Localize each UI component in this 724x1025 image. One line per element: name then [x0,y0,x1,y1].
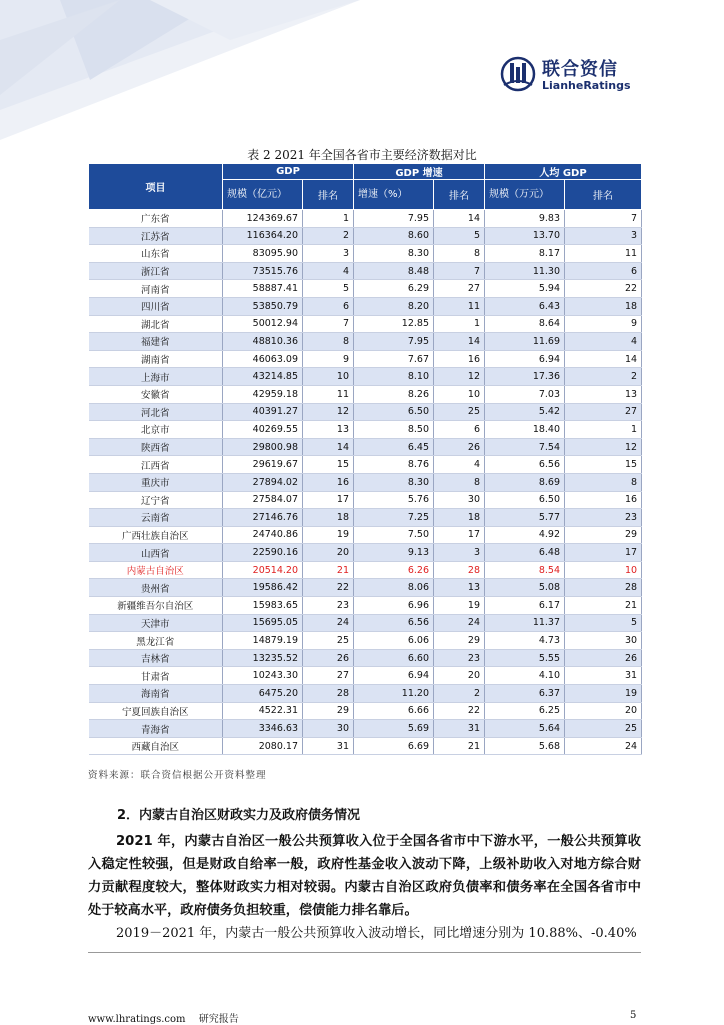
cell-growth: 12.85 [354,315,434,333]
cell-gdp-rank: 25 [303,632,354,650]
cell-gdp: 48810.36 [223,333,303,351]
cell-gdp: 2080.17 [223,737,303,755]
cell-growth: 8.20 [354,297,434,315]
cell-province: 海南省 [89,685,223,703]
header-growth-rank: 排名 [434,180,485,210]
logo-mark-icon [500,55,536,93]
cell-per-capita-rank: 25 [565,720,642,738]
cell-per-capita-rank: 20 [565,702,642,720]
table-row [89,385,642,403]
cell-gdp: 4522.31 [223,702,303,720]
cell-per-capita: 11.37 [485,614,565,632]
cell-per-capita: 4.10 [485,667,565,685]
cell-province: 河北省 [89,403,223,421]
cell-province: 福建省 [89,333,223,351]
corner-decoration [0,0,360,140]
cell-growth: 7.25 [354,509,434,527]
table-row [89,245,642,263]
cell-gdp: 29800.98 [223,438,303,456]
cell-per-capita-rank: 14 [565,350,642,368]
cell-gdp-rank: 1 [303,210,354,228]
cell-per-capita-rank: 30 [565,632,642,650]
table-row [89,685,642,703]
cell-per-capita: 5.08 [485,579,565,597]
table-row [89,210,642,228]
cell-per-capita: 5.77 [485,509,565,527]
cell-growth: 8.30 [354,245,434,263]
table-row [89,315,642,333]
cell-province: 重庆市 [89,473,223,491]
cell-per-capita-rank: 24 [565,737,642,755]
cell-gdp: 40269.55 [223,421,303,439]
cell-growth: 8.10 [354,368,434,386]
header-gdp-scale: 规模（亿元） [223,180,303,210]
cell-gdp-rank: 28 [303,685,354,703]
cell-gdp-rank: 18 [303,509,354,527]
cell-per-capita-rank: 21 [565,597,642,615]
cell-per-capita-rank: 31 [565,667,642,685]
table-row [89,526,642,544]
cell-per-capita-rank: 18 [565,297,642,315]
cell-gdp-rank: 5 [303,280,354,298]
cell-province: 河南省 [89,280,223,298]
cell-growth-rank: 19 [434,597,485,615]
page-number: 5 [630,1010,637,1021]
table-row [89,473,642,491]
cell-per-capita: 8.54 [485,561,565,579]
cell-growth-rank: 6 [434,421,485,439]
header-gdp-rank: 排名 [303,180,354,210]
cell-per-capita-rank: 17 [565,544,642,562]
cell-growth: 7.50 [354,526,434,544]
cell-per-capita: 6.48 [485,544,565,562]
header-pc-scale: 规模（万元） [485,180,565,210]
cell-gdp: 40391.27 [223,403,303,421]
cell-gdp: 27584.07 [223,491,303,509]
cell-growth-rank: 27 [434,280,485,298]
cell-gdp: 27894.02 [223,473,303,491]
cell-growth: 6.69 [354,737,434,755]
header-item: 项目 [89,164,223,210]
cell-gdp: 116364.20 [223,227,303,245]
cell-province: 山东省 [89,245,223,263]
cell-per-capita: 8.69 [485,473,565,491]
cell-per-capita: 6.17 [485,597,565,615]
table-row [89,509,642,527]
cell-gdp-rank: 21 [303,561,354,579]
cell-gdp: 50012.94 [223,315,303,333]
cell-province: 天津市 [89,614,223,632]
cell-per-capita-rank: 12 [565,438,642,456]
cell-growth: 8.48 [354,262,434,280]
cell-per-capita-rank: 2 [565,368,642,386]
cell-province: 黑龙江省 [89,632,223,650]
cell-gdp-rank: 3 [303,245,354,263]
cell-per-capita-rank: 16 [565,491,642,509]
body-paragraph: 2019－2021 年，内蒙古一般公共预算收入波动增长，同比增速分别为 10.88%、-0.40% [116,926,637,941]
cell-per-capita: 8.64 [485,315,565,333]
table-row [89,350,642,368]
cell-per-capita-rank: 28 [565,579,642,597]
cell-province: 吉林省 [89,649,223,667]
cell-growth-rank: 2 [434,685,485,703]
cell-growth-rank: 12 [434,368,485,386]
table-row [89,632,642,650]
cell-growth: 6.45 [354,438,434,456]
cell-growth-rank: 25 [434,403,485,421]
cell-gdp-rank: 14 [303,438,354,456]
table-row [89,579,642,597]
cell-province: 北京市 [89,421,223,439]
cell-per-capita-rank: 15 [565,456,642,474]
cell-gdp: 43214.85 [223,368,303,386]
cell-per-capita: 8.17 [485,245,565,263]
cell-growth: 11.20 [354,685,434,703]
cell-per-capita: 17.36 [485,368,565,386]
table-row [89,667,642,685]
cell-per-capita-rank: 27 [565,403,642,421]
cell-per-capita: 6.94 [485,350,565,368]
cell-gdp-rank: 31 [303,737,354,755]
table-row [89,456,642,474]
table-source-note: 资料来源：联合资信根据公开资料整理 [88,770,267,781]
cell-growth-rank: 8 [434,245,485,263]
cell-per-capita-rank: 29 [565,526,642,544]
cell-gdp: 124369.67 [223,210,303,228]
cell-gdp: 3346.63 [223,720,303,738]
cell-gdp-rank: 7 [303,315,354,333]
cell-gdp: 13235.52 [223,649,303,667]
table-row [89,227,642,245]
table-row [89,544,642,562]
cell-per-capita: 11.30 [485,262,565,280]
cell-gdp: 42959.18 [223,385,303,403]
header-growth-pct: 增速（%） [354,180,434,210]
cell-province: 广东省 [89,210,223,228]
cell-growth: 6.66 [354,702,434,720]
cell-gdp-rank: 12 [303,403,354,421]
table-row [89,702,642,720]
header-gdp-growth: GDP 增速 [354,164,485,180]
cell-gdp: 58887.41 [223,280,303,298]
cell-growth-rank: 24 [434,614,485,632]
cell-growth: 6.96 [354,597,434,615]
cell-growth-rank: 14 [434,333,485,351]
cell-gdp-rank: 27 [303,667,354,685]
cell-gdp-rank: 11 [303,385,354,403]
table-row [89,333,642,351]
cell-per-capita: 13.70 [485,227,565,245]
cell-growth: 6.56 [354,614,434,632]
cell-gdp-rank: 9 [303,350,354,368]
table-row [89,262,642,280]
cell-province: 浙江省 [89,262,223,280]
cell-province: 上海市 [89,368,223,386]
cell-growth: 8.26 [354,385,434,403]
cell-province: 内蒙古自治区 [89,561,223,579]
cell-province: 广西壮族自治区 [89,526,223,544]
footer-website: www.lhratings.com [88,1014,186,1025]
table-row [89,614,642,632]
cell-growth: 6.29 [354,280,434,298]
cell-growth-rank: 21 [434,737,485,755]
summary-paragraph: 2021 年，内蒙古自治区一般公共预算收入位于全国各省市中下游水平，一般公共预算收入稳定性较强，但是财政自给率一般，政府性基金收入波动下降，上级补助收入对地方综合财力贡献程度较大，整体财政实力相对较弱。内蒙古自治区政府负债率和债务率在全国各省市中处于较高水平，政府债务负担较重，偿债能力排名靠后。 [88,834,641,918]
cell-province: 湖北省 [89,315,223,333]
header-pc-rank: 排名 [565,180,642,210]
cell-gdp: 73515.76 [223,262,303,280]
cell-growth-rank: 13 [434,579,485,597]
cell-province: 西藏自治区 [89,737,223,755]
cell-gdp-rank: 15 [303,456,354,474]
cell-per-capita-rank: 7 [565,210,642,228]
cell-per-capita-rank: 19 [565,685,642,703]
cell-per-capita: 5.94 [485,280,565,298]
header-gdp: GDP [223,164,354,180]
cell-gdp: 15695.05 [223,614,303,632]
cell-province: 四川省 [89,297,223,315]
footer-left [88,1010,249,1025]
cell-per-capita: 6.50 [485,491,565,509]
cell-per-capita-rank: 22 [565,280,642,298]
cell-growth-rank: 17 [434,526,485,544]
cell-per-capita-rank: 4 [565,333,642,351]
cell-growth-rank: 16 [434,350,485,368]
cell-per-capita: 4.92 [485,526,565,544]
table-row [89,297,642,315]
cell-per-capita: 7.03 [485,385,565,403]
cell-gdp-rank: 10 [303,368,354,386]
cell-province: 贵州省 [89,579,223,597]
cell-gdp-rank: 16 [303,473,354,491]
cell-growth: 9.13 [354,544,434,562]
table-title: 表 2 2021 年全国各省市主要经济数据对比 [247,148,477,162]
cell-growth-rank: 23 [434,649,485,667]
table-body [89,210,642,755]
table-row [89,649,642,667]
cell-province: 湖南省 [89,350,223,368]
cell-per-capita: 6.25 [485,702,565,720]
cell-per-capita-rank: 23 [565,509,642,527]
cell-growth: 6.50 [354,403,434,421]
cell-gdp: 46063.09 [223,350,303,368]
cell-gdp-rank: 19 [303,526,354,544]
cell-gdp-rank: 4 [303,262,354,280]
cell-growth-rank: 29 [434,632,485,650]
cell-growth-rank: 8 [434,473,485,491]
cell-gdp: 27146.76 [223,509,303,527]
cell-gdp: 83095.90 [223,245,303,263]
cell-province: 新疆维吾尔自治区 [89,597,223,615]
cell-gdp: 19586.42 [223,579,303,597]
cell-gdp-rank: 24 [303,614,354,632]
cell-province: 安徽省 [89,385,223,403]
cell-per-capita: 7.54 [485,438,565,456]
cell-per-capita: 6.37 [485,685,565,703]
cell-growth-rank: 5 [434,227,485,245]
table-row [89,368,642,386]
cell-growth-rank: 28 [434,561,485,579]
cell-gdp-rank: 26 [303,649,354,667]
cell-per-capita-rank: 10 [565,561,642,579]
cell-province: 宁夏回族自治区 [89,702,223,720]
cell-gdp-rank: 8 [303,333,354,351]
cell-province: 江西省 [89,456,223,474]
cell-growth-rank: 31 [434,720,485,738]
cell-growth: 8.06 [354,579,434,597]
table-row [89,720,642,738]
cell-growth: 6.60 [354,649,434,667]
table-row [89,491,642,509]
table-row [89,561,642,579]
cell-growth: 5.69 [354,720,434,738]
cell-gdp-rank: 6 [303,297,354,315]
cell-per-capita: 6.43 [485,297,565,315]
footer-divider [88,952,641,953]
cell-gdp: 15983.65 [223,597,303,615]
cell-growth-rank: 20 [434,667,485,685]
cell-gdp-rank: 20 [303,544,354,562]
cell-growth-rank: 14 [434,210,485,228]
table-row [89,438,642,456]
cell-per-capita: 5.64 [485,720,565,738]
cell-growth: 8.30 [354,473,434,491]
cell-province: 陕西省 [89,438,223,456]
cell-province: 山西省 [89,544,223,562]
cell-growth-rank: 11 [434,297,485,315]
footer-report-type: 研究报告 [198,1014,239,1025]
logo-name-cn: 联合资信 [542,59,618,80]
cell-growth: 5.76 [354,491,434,509]
cell-gdp-rank: 22 [303,579,354,597]
cell-per-capita-rank: 1 [565,421,642,439]
cell-gdp: 14879.19 [223,632,303,650]
header-per-capita: 人均 GDP [485,164,642,180]
cell-per-capita: 9.83 [485,210,565,228]
table-row [89,737,642,755]
cell-per-capita-rank: 3 [565,227,642,245]
cell-per-capita: 5.68 [485,737,565,755]
cell-gdp: 10243.30 [223,667,303,685]
cell-per-capita-rank: 6 [565,262,642,280]
cell-gdp-rank: 30 [303,720,354,738]
cell-per-capita-rank: 26 [565,649,642,667]
cell-province: 辽宁省 [89,491,223,509]
cell-per-capita: 6.56 [485,456,565,474]
cell-growth: 7.67 [354,350,434,368]
cell-province: 甘肃省 [89,667,223,685]
cell-growth: 6.26 [354,561,434,579]
cell-growth-rank: 1 [434,315,485,333]
section-heading: 2．内蒙古自治区财政实力及政府债务情况 [117,808,361,823]
logo-name-en: LianheRatings [542,79,631,92]
cell-per-capita: 18.40 [485,421,565,439]
cell-growth: 8.60 [354,227,434,245]
cell-per-capita-rank: 11 [565,245,642,263]
cell-gdp-rank: 2 [303,227,354,245]
cell-growth: 8.50 [354,421,434,439]
cell-growth: 6.06 [354,632,434,650]
cell-per-capita: 11.69 [485,333,565,351]
cell-growth-rank: 18 [434,509,485,527]
cell-province: 云南省 [89,509,223,527]
cell-province: 青海省 [89,720,223,738]
cell-gdp: 20514.20 [223,561,303,579]
cell-growth: 7.95 [354,210,434,228]
cell-per-capita: 4.73 [485,632,565,650]
cell-gdp-rank: 17 [303,491,354,509]
cell-per-capita: 5.42 [485,403,565,421]
table-row [89,597,642,615]
cell-gdp-rank: 23 [303,597,354,615]
cell-per-capita-rank: 8 [565,473,642,491]
gdp-comparison-table [88,163,642,755]
cell-growth: 8.76 [354,456,434,474]
cell-growth-rank: 22 [434,702,485,720]
cell-gdp: 6475.20 [223,685,303,703]
cell-gdp: 29619.67 [223,456,303,474]
cell-gdp-rank: 13 [303,421,354,439]
cell-growth-rank: 7 [434,262,485,280]
cell-gdp-rank: 29 [303,702,354,720]
cell-per-capita: 5.55 [485,649,565,667]
cell-per-capita-rank: 5 [565,614,642,632]
table-row [89,421,642,439]
cell-growth-rank: 26 [434,438,485,456]
cell-per-capita-rank: 9 [565,315,642,333]
cell-growth: 6.94 [354,667,434,685]
cell-growth: 7.95 [354,333,434,351]
cell-gdp: 24740.86 [223,526,303,544]
cell-growth-rank: 4 [434,456,485,474]
cell-gdp: 22590.16 [223,544,303,562]
table-row [89,403,642,421]
table-row [89,280,642,298]
cell-province: 江苏省 [89,227,223,245]
cell-growth-rank: 10 [434,385,485,403]
cell-per-capita-rank: 13 [565,385,642,403]
cell-gdp: 53850.79 [223,297,303,315]
cell-growth-rank: 30 [434,491,485,509]
cell-growth-rank: 3 [434,544,485,562]
